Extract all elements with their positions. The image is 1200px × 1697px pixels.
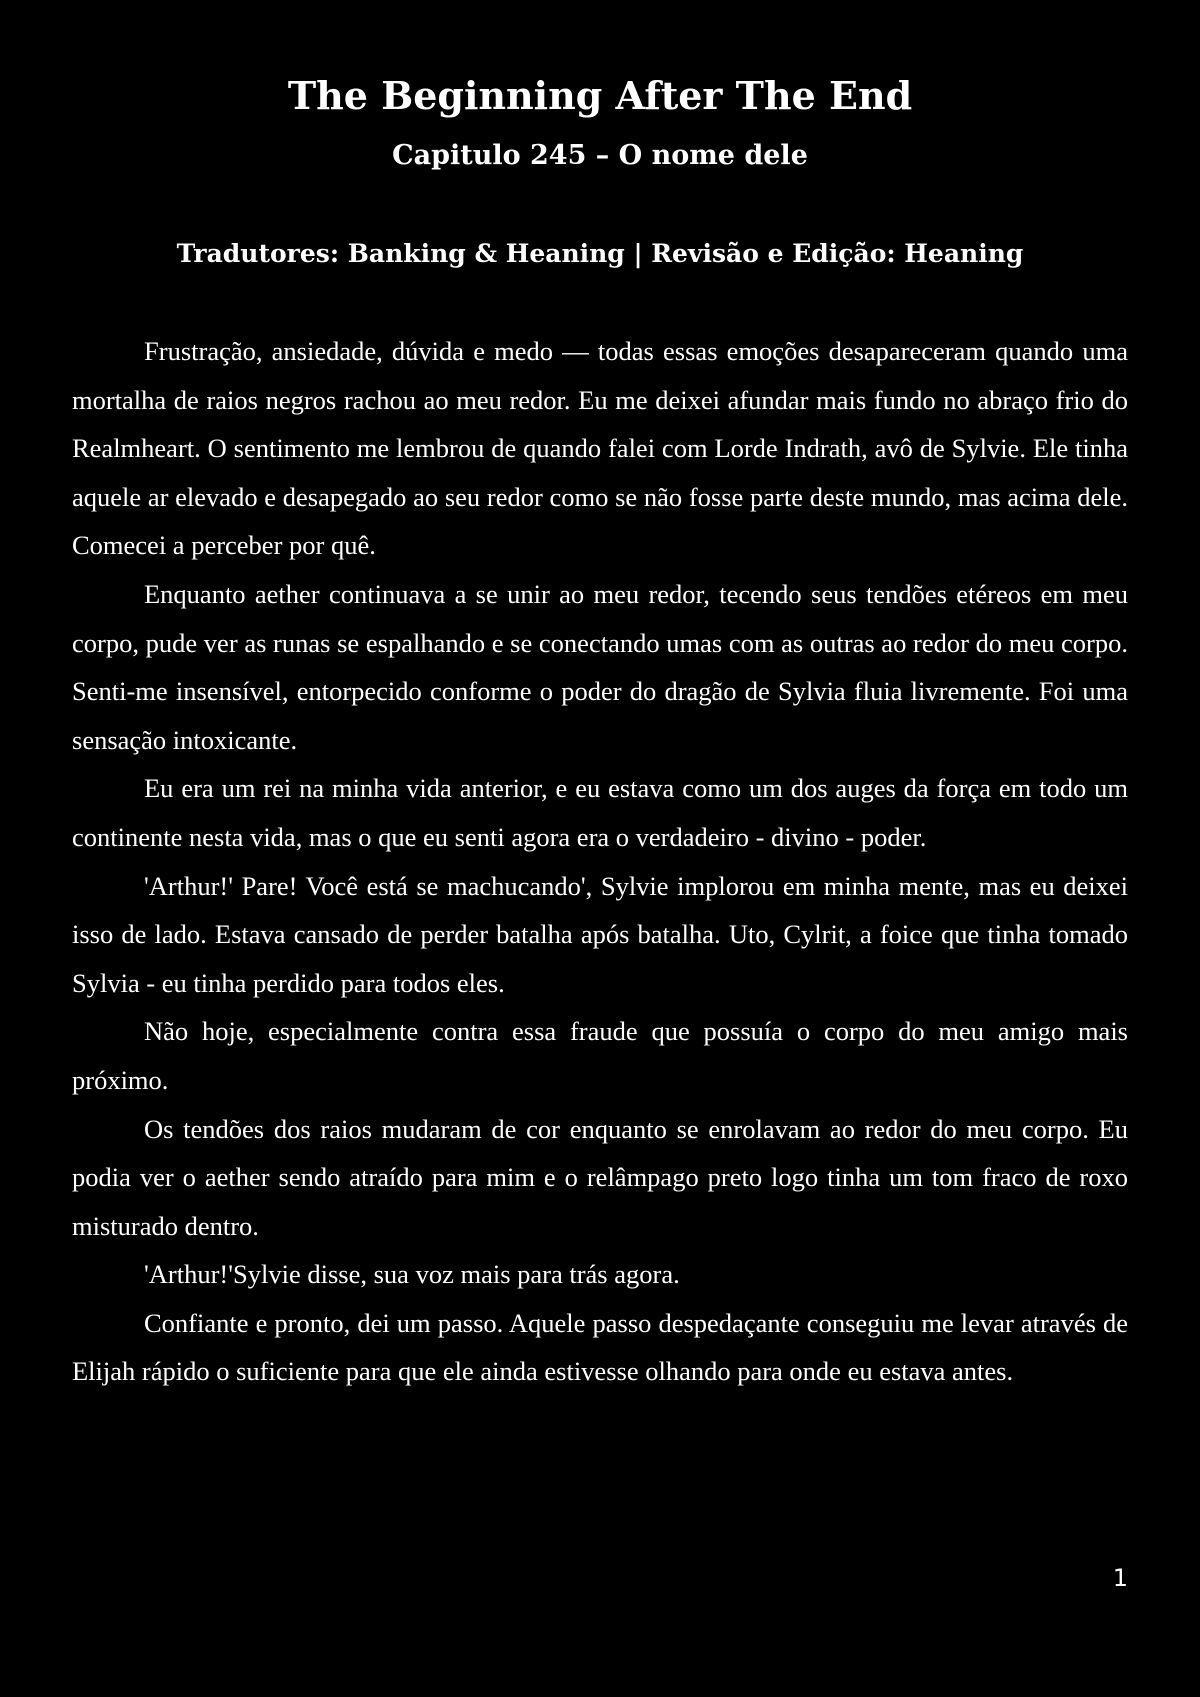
paragraph: 'Arthur!' Pare! Você está se machucando', Sylvie implorou em minha mente, mas eu deixei isso de lado. Estava cansado de perder batalha após batalha. Uto, Cylrit, a foice que tinha tomado Sylvia - eu tinha perdido para todos eles. — [72, 870, 1128, 998]
chapter-title: Capitulo 245 – O nome dele — [392, 140, 808, 171]
paragraph: Os tendões dos raios mudaram de cor enquanto se enrolavam ao redor do meu corpo. Eu podia ver o aether sendo atraído para mim e o relâmpago preto logo tinha um tom fraco de roxo misturado dentro. — [72, 1113, 1128, 1241]
page-number: 1 — [1112, 1564, 1128, 1592]
chapter-body — [72, 327, 1128, 1396]
paragraph: Eu era um rei na minha vida anterior, e eu estava como um dos auges da força em todo um continente nesta vida, mas o que eu senti agora era o verdadeiro - divino - poder. — [72, 773, 1128, 852]
paragraph: Frustração, ansiedade, dúvida e medo — todas essas emoções desapareceram quando uma mortalha de raios negros rachou ao meu redor. Eu me deixei afundar mais fundo no abraço frio do Realmheart. O sentimento me lembrou de quando falei com Lorde Indrath, avô de Sylvie. Ele tinha aquele ar elevado e desapegado ao seu redor como se não fosse parte deste mundo, mas acima dele. Comecei a perceber por quê. — [72, 336, 1128, 561]
paragraph: 'Arthur!'Sylvie disse, sua voz mais para trás agora. — [144, 1259, 680, 1290]
paragraph: Confiante e pronto, dei um passo. Aquele passo despedaçante conseguiu me levar através de Elijah rápido o suficiente para que ele ainda estivesse olhando para onde eu estava antes. — [72, 1307, 1128, 1387]
book-title: The Beginning After The End — [287, 73, 913, 118]
paragraph: Não hoje, especialmente contra essa fraude que possuía o corpo do meu amigo mais próximo. — [72, 1016, 1128, 1095]
translator-credits: Tradutores: Banking & Heaning | Revisão e Edição: Heaning — [176, 239, 1024, 268]
paragraph: Enquanto aether continuava a se unir ao meu redor, tecendo seus tendões etéreos em meu corpo, pude ver as runas se espalhando e se conectando umas com as outras ao redor do meu corpo. Senti-me insensível, entorpecido conforme o poder do dragão de Sylvia fluia livremente. Foi uma sensação intoxicante. — [72, 578, 1128, 755]
